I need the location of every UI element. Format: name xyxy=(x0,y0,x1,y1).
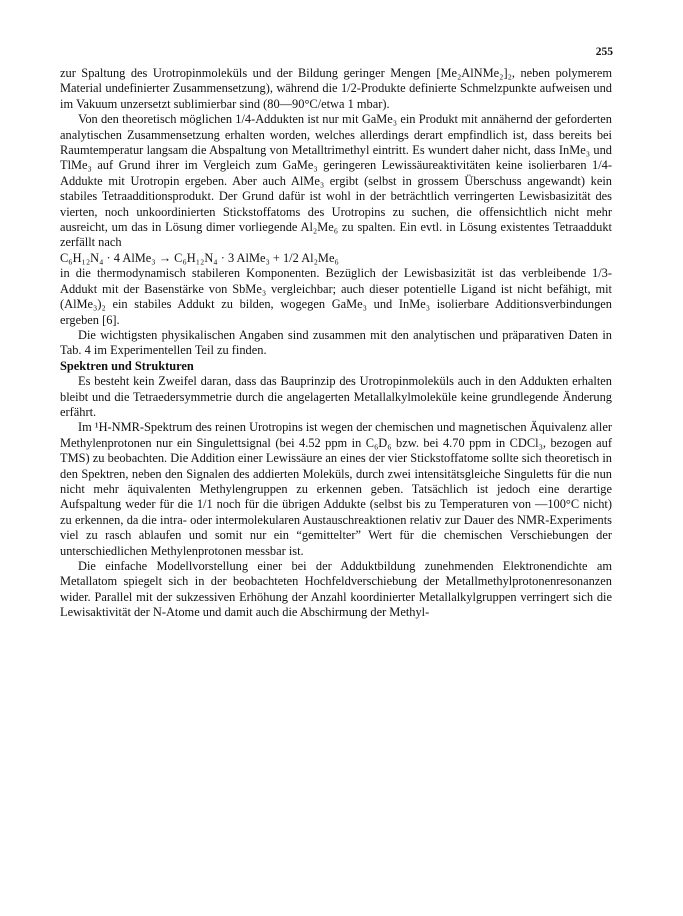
section-heading: Spektren und Strukturen xyxy=(60,358,194,373)
paragraph-tetraaddukte: Von den theoretisch möglichen 1/4-Addukten ist nur mit GaMe₃ ein Produkt mit annähernd der geforderten analytischen Zusammensetzung erhalten worden, welches allerdings derart empfindlich ist, dass bereits bei Raumtemperatur langsam die Abspaltung von Metalltrimethyl eintritt. Es wundert daher nicht, dass InMe₃ und TlMe₃ auf Grund ihrer im Vergleich zum GaMe₃ geringeren Lewissäureaktivitäten keine isolierbaren 1/4-Addukte mit Urotropin ergeben. Aber auch AlMe₃ ergibt (selbst in grossem Überschuss angewandt) kein stabiles Tetraadditionsprodukt. Der Grund dafür ist wohl in der beträchtlich verringerten Lewisbasizität des vierten, noch unkoordinierten Stickstoffatoms des Urotropins zu suchen, die offensichtlich nicht mehr ausreicht, um das in Lösung dimer vorliegende Al₂Me₆ zu spalten. Ein evtl. in Lösung existentes Tetraaddukt zerfällt nach xyxy=(60,112,612,250)
page-number: 255 xyxy=(595,46,613,58)
paragraph-nmr-spektrum: Im ¹H-NMR-Spektrum des reinen Urotropins ist wegen der chemischen und magnetischen Äquivalenz aller Methylenprotonen nur ein Singulettsignal (bei 4.52 ppm in C₆D₆ bzw. bei 4.70 ppm in CDCl₃, bezogen auf TMS) zu beobachten. Die Addition einer Lewissäure an eines der vier Stickstoffatome sollte sich theoretisch in den Spektren, neben den Signalen des addierten Moleküls, durch zwei intensitätsgleiche Singuletts für die nun nicht mehr äquivalenten Methylengruppen zu erkennen geben. Tatsächlich ist jedoch eine derartige Aufspaltung weder für die 1/1 noch für die übrigen Addukte (selbst bis zu Temperaturen von —100°C nicht) zu erkennen, da die intra- oder intermolekularen Austauschreaktionen relativ zur Dauer des NMR-Experiments viel zu rasch ablaufen und somit nur ein “gemittelter” Wert für die chemischen Verschiebungen der unterschiedlichen Methylenprotonen messbar ist. xyxy=(60,420,612,558)
body-text xyxy=(60,66,612,621)
reaction-equation: C₆H₁₂N₄ · 4 AlMe₃ → C₆H₁₂N₄ · 3 AlMe₃ + 1/2 Al₂Me₆ xyxy=(60,250,339,265)
paragraph-continued: zur Spaltung des Urotropinmoleküls und der Bildung geringer Mengen [Me₂AlNMe₂]₂, neben polymerem Material undefinierter Zusammensetzung), während die 1/2-Produkte definierte Schmelzpunkte aufweisen und im Vakuum unzersetzt sublimierbar sind (80—90°C/etwa 1 mbar). xyxy=(60,66,612,111)
paragraph-modellvorstellung: Die einfache Modellvorstellung einer bei der Adduktbildung zunehmenden Elektronendichte am Metallatom spiegelt sich in der beobachteten Hochfeldverschiebung der Metallmethylprotonenresonanzen wider. Parallel mit der sukzessiven Erhöhung der Anzahl koordinierter Metallalkylgruppen verringert sich die Lewisaktivität der N-Atome und damit auch die Abschirmung der Methyl- xyxy=(60,559,612,620)
paragraph-lewisbasizitaet: in die thermodynamisch stabileren Komponenten. Bezüglich der Lewisbasizität ist das verbleibende 1/3-Addukt mit der Basenstärke von SbMe₃ vergleichbar; auch dieser potentielle Ligand ist nicht befähigt, mit (AlMe₃)₂ ein stabiles Addukt zu bilden, wogegen GaMe₃ und InMe₃ isolierbare Additionsverbindungen ergeben [6]. xyxy=(60,266,612,327)
paragraph-physikalische-angaben: Die wichtigsten physikalischen Angaben sind zusammen mit den analytischen und präparativen Daten in Tab. 4 im Experimentellen Teil zu finden. xyxy=(60,327,612,358)
paragraph-bauprinzip: Es besteht kein Zweifel daran, dass das Bauprinzip des Urotropinmoleküls auch in den Addukten erhalten bleibt und die Tetraedersymmetrie durch die angelagerten Metallalkylmoleküle keine grundlegende Änderung erfährt. xyxy=(60,374,612,419)
